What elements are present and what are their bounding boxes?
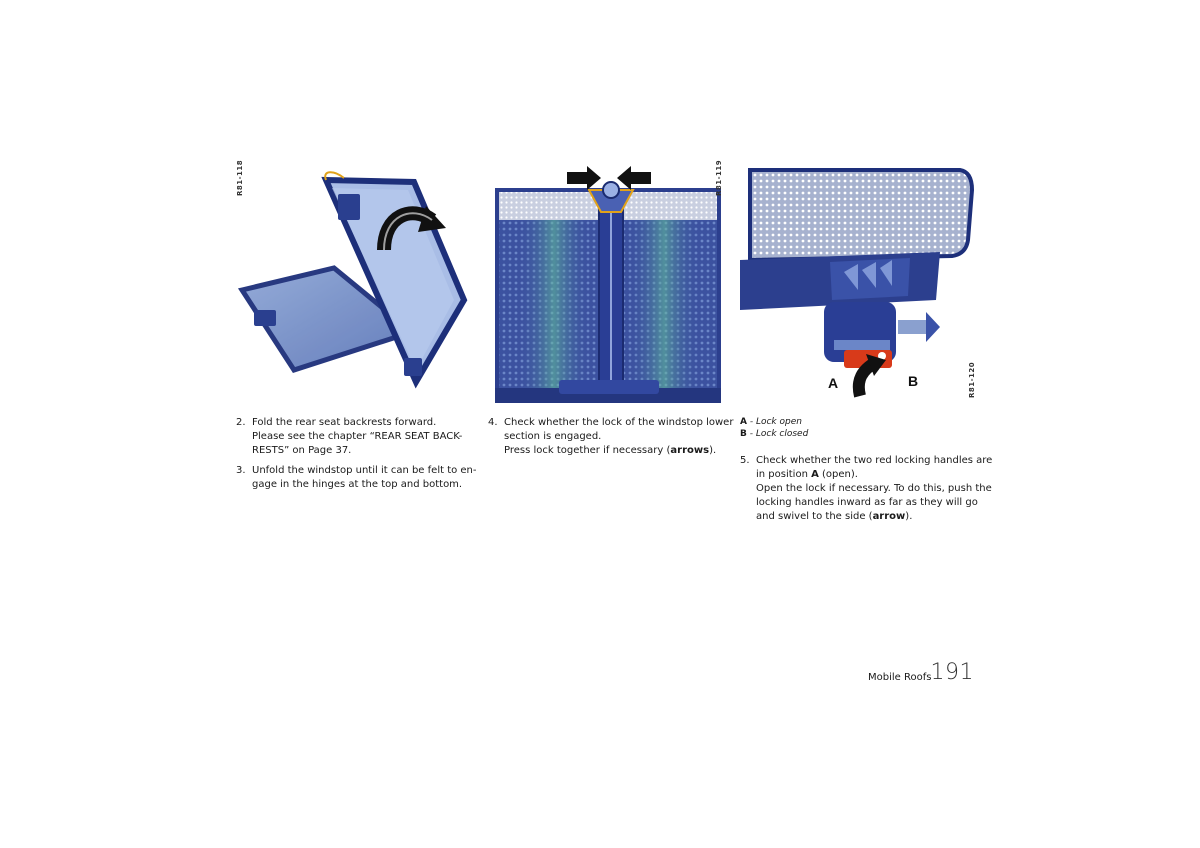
press-bold: arrows [670, 445, 710, 456]
page-footer [868, 660, 976, 688]
step-number: 3. [236, 465, 246, 476]
page-number: 191 [930, 660, 974, 685]
figure-windstop-lock [489, 160, 727, 405]
step-number: 4. [488, 417, 498, 428]
step-4 [488, 416, 734, 458]
press-prefix: Press lock together if necessary ( [504, 445, 671, 456]
column-2 [488, 416, 734, 464]
step-5 [740, 454, 993, 524]
step-2 [236, 416, 468, 458]
step-number: 2. [236, 417, 246, 428]
step-text: Unfold the windstop until it can be felt to en- [252, 465, 477, 476]
step-text [756, 510, 980, 524]
line5-bold: arrow [872, 511, 906, 522]
figure-code: R81-120 [968, 361, 976, 398]
label-b: B [908, 373, 919, 389]
figure-code: R81-119 [715, 159, 723, 196]
line2-suffix: (open). [818, 469, 858, 480]
label-a: A [828, 375, 839, 391]
locking-handles-illustration [740, 160, 980, 405]
step-text: Check whether the two red locking handles are [756, 455, 993, 466]
line5-prefix: and swivel to the side ( [756, 511, 873, 522]
figure-windstop-unfold [234, 160, 476, 405]
line2-prefix: in position [756, 469, 812, 480]
figure-locking-handles [740, 160, 980, 405]
step-text: locking handles inward as far as they will go [756, 497, 978, 508]
step-text: RESTS” on Page 37. [252, 445, 352, 456]
step-text [756, 468, 980, 482]
legend-key: B [740, 429, 747, 439]
step-text: gage in the hinges at the top and bottom. [252, 479, 463, 490]
line5-suffix: ). [905, 511, 913, 522]
press-suffix: ). [709, 445, 717, 456]
legend-text: - Lock open [746, 417, 802, 427]
legend-item-a [740, 416, 980, 428]
column-1 [236, 416, 477, 498]
line2-bold: A [811, 469, 819, 480]
step-text: section is engaged. [504, 431, 602, 442]
legend-key: A [740, 417, 747, 427]
windstop-unfold-illustration [234, 160, 476, 405]
legend-text: - Lock closed [746, 429, 809, 439]
legend-item-b [740, 428, 980, 440]
windstop-lock-illustration [489, 160, 727, 405]
section-title: Mobile Roofs [868, 672, 932, 683]
step-text: Check whether the lock of the windstop lower [504, 417, 734, 428]
step-text: Fold the rear seat backrests forward. [252, 417, 437, 428]
figure-code: R81-118 [236, 159, 244, 196]
step-text-press [504, 444, 728, 458]
figure-legend [740, 416, 980, 440]
column-3 [740, 416, 993, 530]
step-number: 5. [740, 455, 750, 466]
step-3 [236, 464, 477, 492]
step-text: Open the lock if necessary. To do this, push the [756, 483, 992, 494]
step-text: Please see the chapter “REAR SEAT BACK- [252, 431, 463, 442]
